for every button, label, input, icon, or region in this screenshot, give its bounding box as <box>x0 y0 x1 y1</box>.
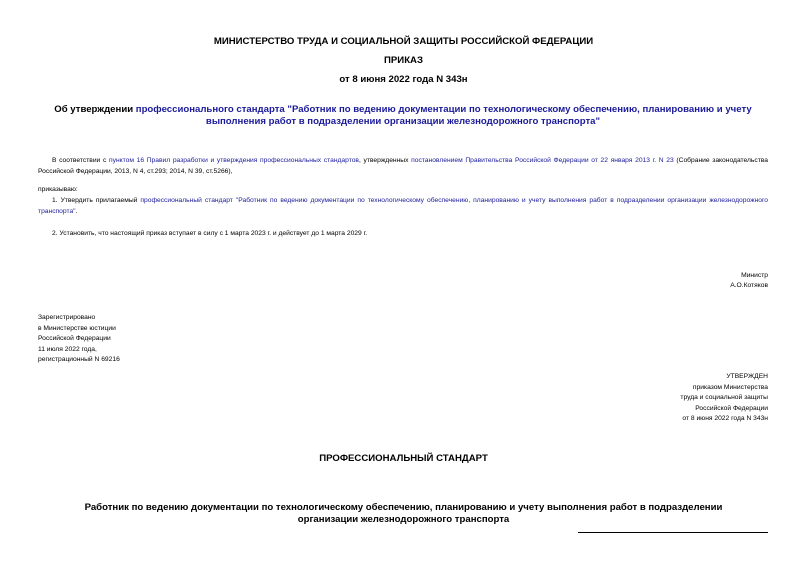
rules-link[interactable]: пунктом 16 Правил разработки и утверждения профессиональных стандартов <box>108 157 359 164</box>
approved-line: приказом Министерства <box>692 383 768 391</box>
preamble-paragraph <box>38 156 768 177</box>
registration-line: Российской Федерации <box>38 335 111 342</box>
preamble-text-1: В соответствии с <box>52 157 109 164</box>
registration-line: регистрационный N 69216 <box>38 356 120 363</box>
government-decree-link[interactable]: постановлением Правительства Российской Федерации от 22 января 2013 г. N 23 <box>411 157 674 164</box>
signature-name: А.О.Котяков <box>730 282 768 289</box>
item-1-paragraph <box>38 196 768 217</box>
approved-line: труда и социальной защиты <box>680 394 768 401</box>
doc-date-number: от 8 июня 2022 года N 343н <box>339 74 468 85</box>
preamble-text-2: , утвержденных <box>358 157 412 164</box>
item-2-paragraph: 2. Установить, что настоящий приказ вступает в силу с 1 марта 2023 г. и действует до 1 марта 2029 г. <box>52 230 368 237</box>
order-title <box>38 104 768 128</box>
signature-position: Министр <box>741 272 768 279</box>
registration-block <box>38 313 120 366</box>
order-title-link[interactable]: профессионального стандарта "Работник по ведению документации по технологическому обеспечению, планированию и учету выполнения работ в подразделении организации железнодорожного транспорта" <box>135 104 752 127</box>
registration-line: 11 июля 2022 года, <box>38 345 97 353</box>
registration-line: Зарегистрировано <box>38 314 96 321</box>
standard-heading: ПРОФЕССИОНАЛЬНЫЙ СТАНДАРТ <box>319 453 488 464</box>
standard-link[interactable]: профессиональный стандарт "Работник по ведению документации по технологическому обеспечению, планированию и учету выполнения работ в подразделении организации железнодорожного транспорта" <box>38 197 768 215</box>
signature-underline <box>578 532 768 533</box>
standard-name: Работник по ведению документации по технологическому обеспечению, планированию и учету выполнения работ в подразделении организации железнодорожного транспорта <box>84 502 723 525</box>
approved-line: от 8 июня 2022 года N 343н <box>682 415 768 422</box>
ministry-heading: МИНИСТЕРСТВО ТРУДА И СОЦИАЛЬНОЙ ЗАЩИТЫ РОССИЙСКОЙ ФЕДЕРАЦИИ <box>213 36 594 47</box>
registration-line: в Министерстве юстиции <box>38 324 116 332</box>
item-1-text: 1. Утвердить прилагаемый <box>52 197 141 204</box>
approved-line: УТВЕРЖДЕН <box>726 373 768 380</box>
approved-line: Российской Федерации <box>695 404 768 412</box>
order-title-prefix: Об утверждении <box>54 104 136 115</box>
approved-block <box>680 372 768 425</box>
preamble-text-3: (Собрание законодательства Российской Федерации, 2013, N 4, ст.293; 2014, N 39, ст.5266), <box>38 157 768 175</box>
doc-type-heading: ПРИКАЗ <box>384 55 423 66</box>
item-1-end: . <box>75 207 78 215</box>
order-word: приказываю: <box>38 186 78 193</box>
